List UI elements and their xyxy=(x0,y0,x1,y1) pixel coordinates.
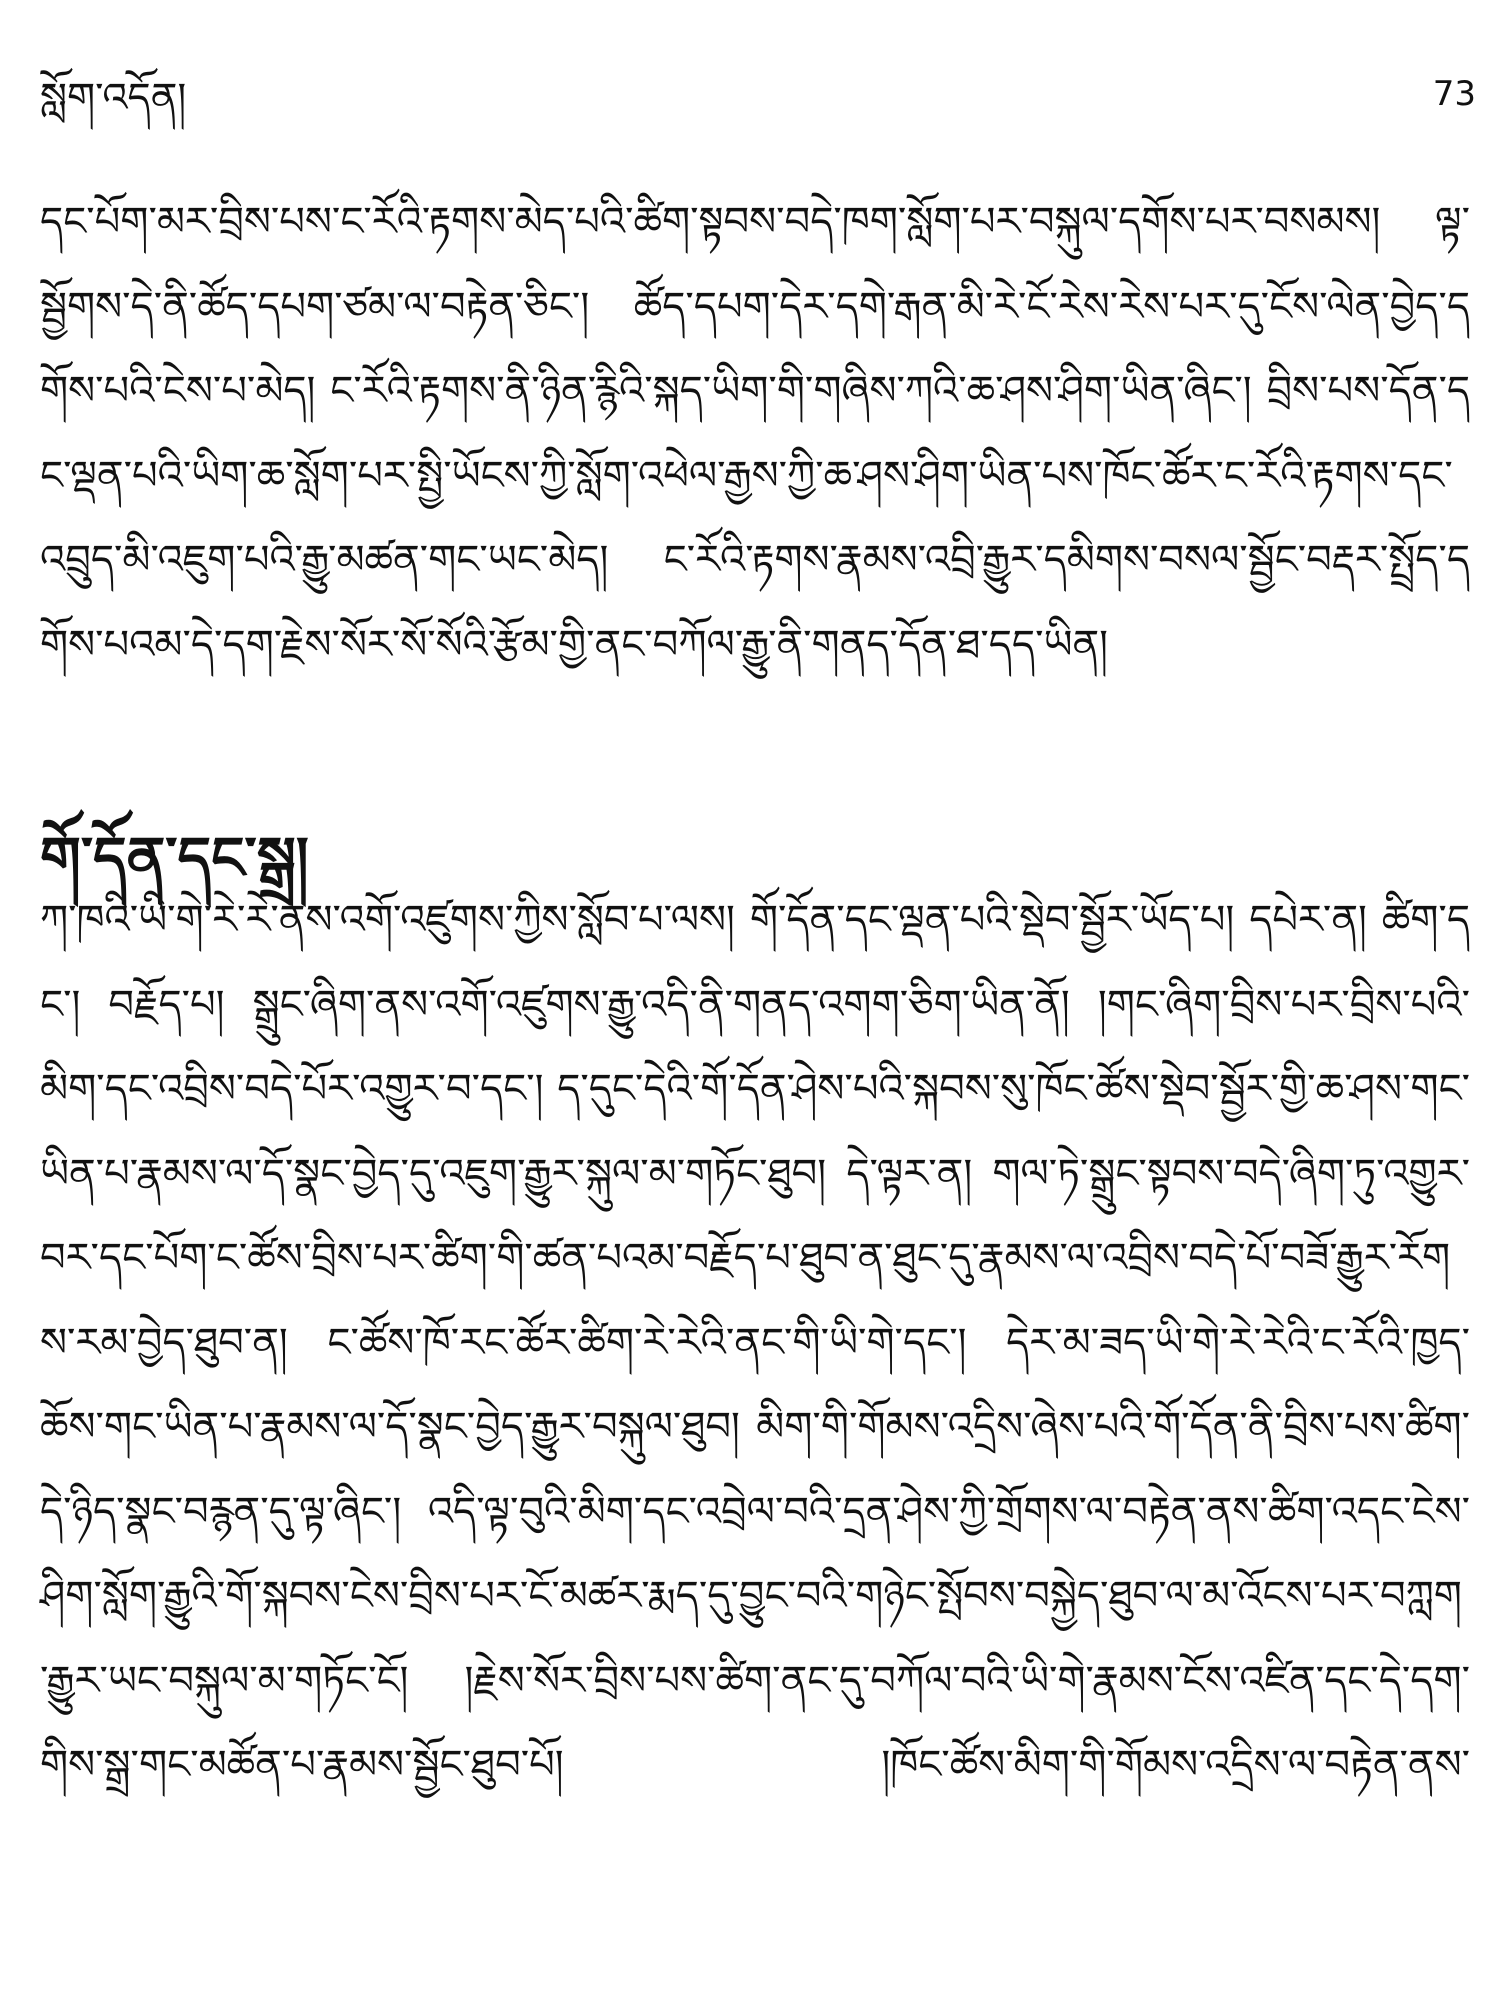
running-header: སློག་འདོན། xyxy=(40,75,187,121)
body-paragraph: དང་པོག་མར་བྲིས་པས་ང་རོའི་རྟགས་མེད་པའི་ཚིག་སྟབས་བདེ་ཁག་སློག་པར་བསྐུལ་དགོས་པར་བསམས། ལྟ་སྦྱོགས་དེ་ནི་ཚོད་དཔག་ཙམ་ལ་བརྟེན་ཅིང་། ཚོད་དཔག་དེར་དགེ་རྒན་མི་རེ་ངོ་རེས་རེས་པར་དུ་ངོས་ལེན་བྱེད་དགོས་པའི་ངེས་པ་མེད། ང་རོའི་རྟགས་ནི་ཉིན་རྙིའི་སྐད་ཡིག་གི་གཞིས་ཀའི་ཆ་ཤས་ཤིག་ཡིན་ཞིང་། བྲིས་པས་དོན་དང་ལྡན་པའི་ཡིག་ཆ་སློག་པར་སྤྱི་ཡོངས་ཀྱི་སློག་འཕེལ་རྒྱས་ཀྱི་ཆ་ཤས་ཤིག་ཡིན་པས་ཁོང་ཚོར་ང་རོའི་རྟགས་དང་འབྲུད་མི་འཇུག་པའི་རྒྱུ་མཚན་གང་ཡང་མེད། ང་རོའི་རྟགས་རྣམས་འབྲི་རྒྱུར་དམིགས་བསལ་སྦྱོང་བརྡར་སྤྲོད་དགོས་པའམ་དེ་དག་རྗེས་སོར་སོ་སོའི་རྩོམ་གྱི་ནང་བཀོལ་རྒྱུ་ནི་གནད་དོན་ཐ་དད་ཡིན། xyxy=(40,199,1470,668)
page-number: 73 xyxy=(1432,74,1476,114)
section-heading: གོ་དོན་དང་སྒྲ། xyxy=(40,824,309,892)
section-paragraph: ཀ་ཁའི་ཡི་གེ་རེ་རེ་ནས་འགོ་འཛུགས་ཀྱིས་སློབ་པ་ལས། གོ་དོན་དང་ལྡན་པའི་སྡེབ་སྦྱོར་ཡོད་པ། དཔེར་ན། ཚིག་དང་། བརྗོད་པ། སྒྲུང་ཞིག་ནས་འགོ་འཛུགས་རྒྱུ་འདི་ནི་གནད་འགག་ཅིག་ཡིན་ནོ། །གང་ཞིག་བྲིས་པར་བྲིས་པའི་མིག་དང་འབྲིས་བདེ་པོར་འགྱུར་བ་དང་། ད་དུང་དེའི་གོ་དོན་ཤེས་པའི་སྐབས་སུ་ཁོང་ཚོས་སྡེབ་སྦྱོར་གྱི་ཆ་ཤས་གང་ཡིན་པ་རྣམས་ལ་དོ་སྣང་བྱེད་དུ་འཇུག་རྒྱུར་སྐུལ་མ་གཏོང་ཐུབ། དེ་ལྟར་ན། གལ་ཏེ་སྒྲུང་སྟབས་བདེ་ཞིག་ཏུ་འགྱུར་བར་དང་པོག་ང་ཚོས་བྲིས་པར་ཚིག་གི་ཚན་པའམ་བརྗོད་པ་ཐུབ་ན་ཐུང་དུ་རྣམས་ལ་འབྲིས་བདེ་པོ་བཟོ་རྒྱུར་རོགས་རམ་བྱེད་ཐུབ་ན། ང་ཚོས་ཁོ་རང་ཚོར་ཚིག་རེ་རེའི་ནང་གི་ཡི་གེ་དང་། དེར་མ་ཟད་ཡི་གེ་རེ་རེའི་ང་རོའི་ཁྱད་ཆོས་གང་ཡིན་པ་རྣམས་ལ་དོ་སྣང་བྱེད་རྒྱུར་བསྐུལ་ཐུབ། མིག་གི་གོམས་འདྲིས་ཞེས་པའི་གོ་དོན་ནི་བྲིས་པས་ཚིག་དེ་ཉིད་སྣང་བརྙན་དུ་ལྟ་ཞིང་། འདི་ལྟ་བུའི་མིག་དང་འབྲེལ་བའི་དྲན་ཤེས་ཀྱི་གྲོགས་ལ་བརྟེན་ནས་ཚིག་འདང་ངེས་ཤིག་སློག་རྒྱུའི་གོ་སྐབས་ངེས་བྲིས་པར་ངོ་མཚར་རྨད་དུ་བྱུང་བའི་གཉེང་སྤོབས་བསྐྱེད་ཐུབ་ལ་མ་འོངས་པར་བཀླག་རྒྱུར་ཡང་བསྐུལ་མ་གཏོང་ངོ། །རྗེས་སོར་བྲིས་པས་ཚིག་ནང་དུ་བཀོལ་བའི་ཡི་གེ་རྣམས་ངོས་འཛིན་དང་དེ་དག་གིས་སྒྲ་གང་མཚོན་པ་རྣམས་སྦྱོང་ཐུབ་པོ། །ཁོང་ཚོས་མིག་གི་གོམས་འདྲིས་ལ་བརྟེན་ནས་ xyxy=(40,897,1470,1788)
